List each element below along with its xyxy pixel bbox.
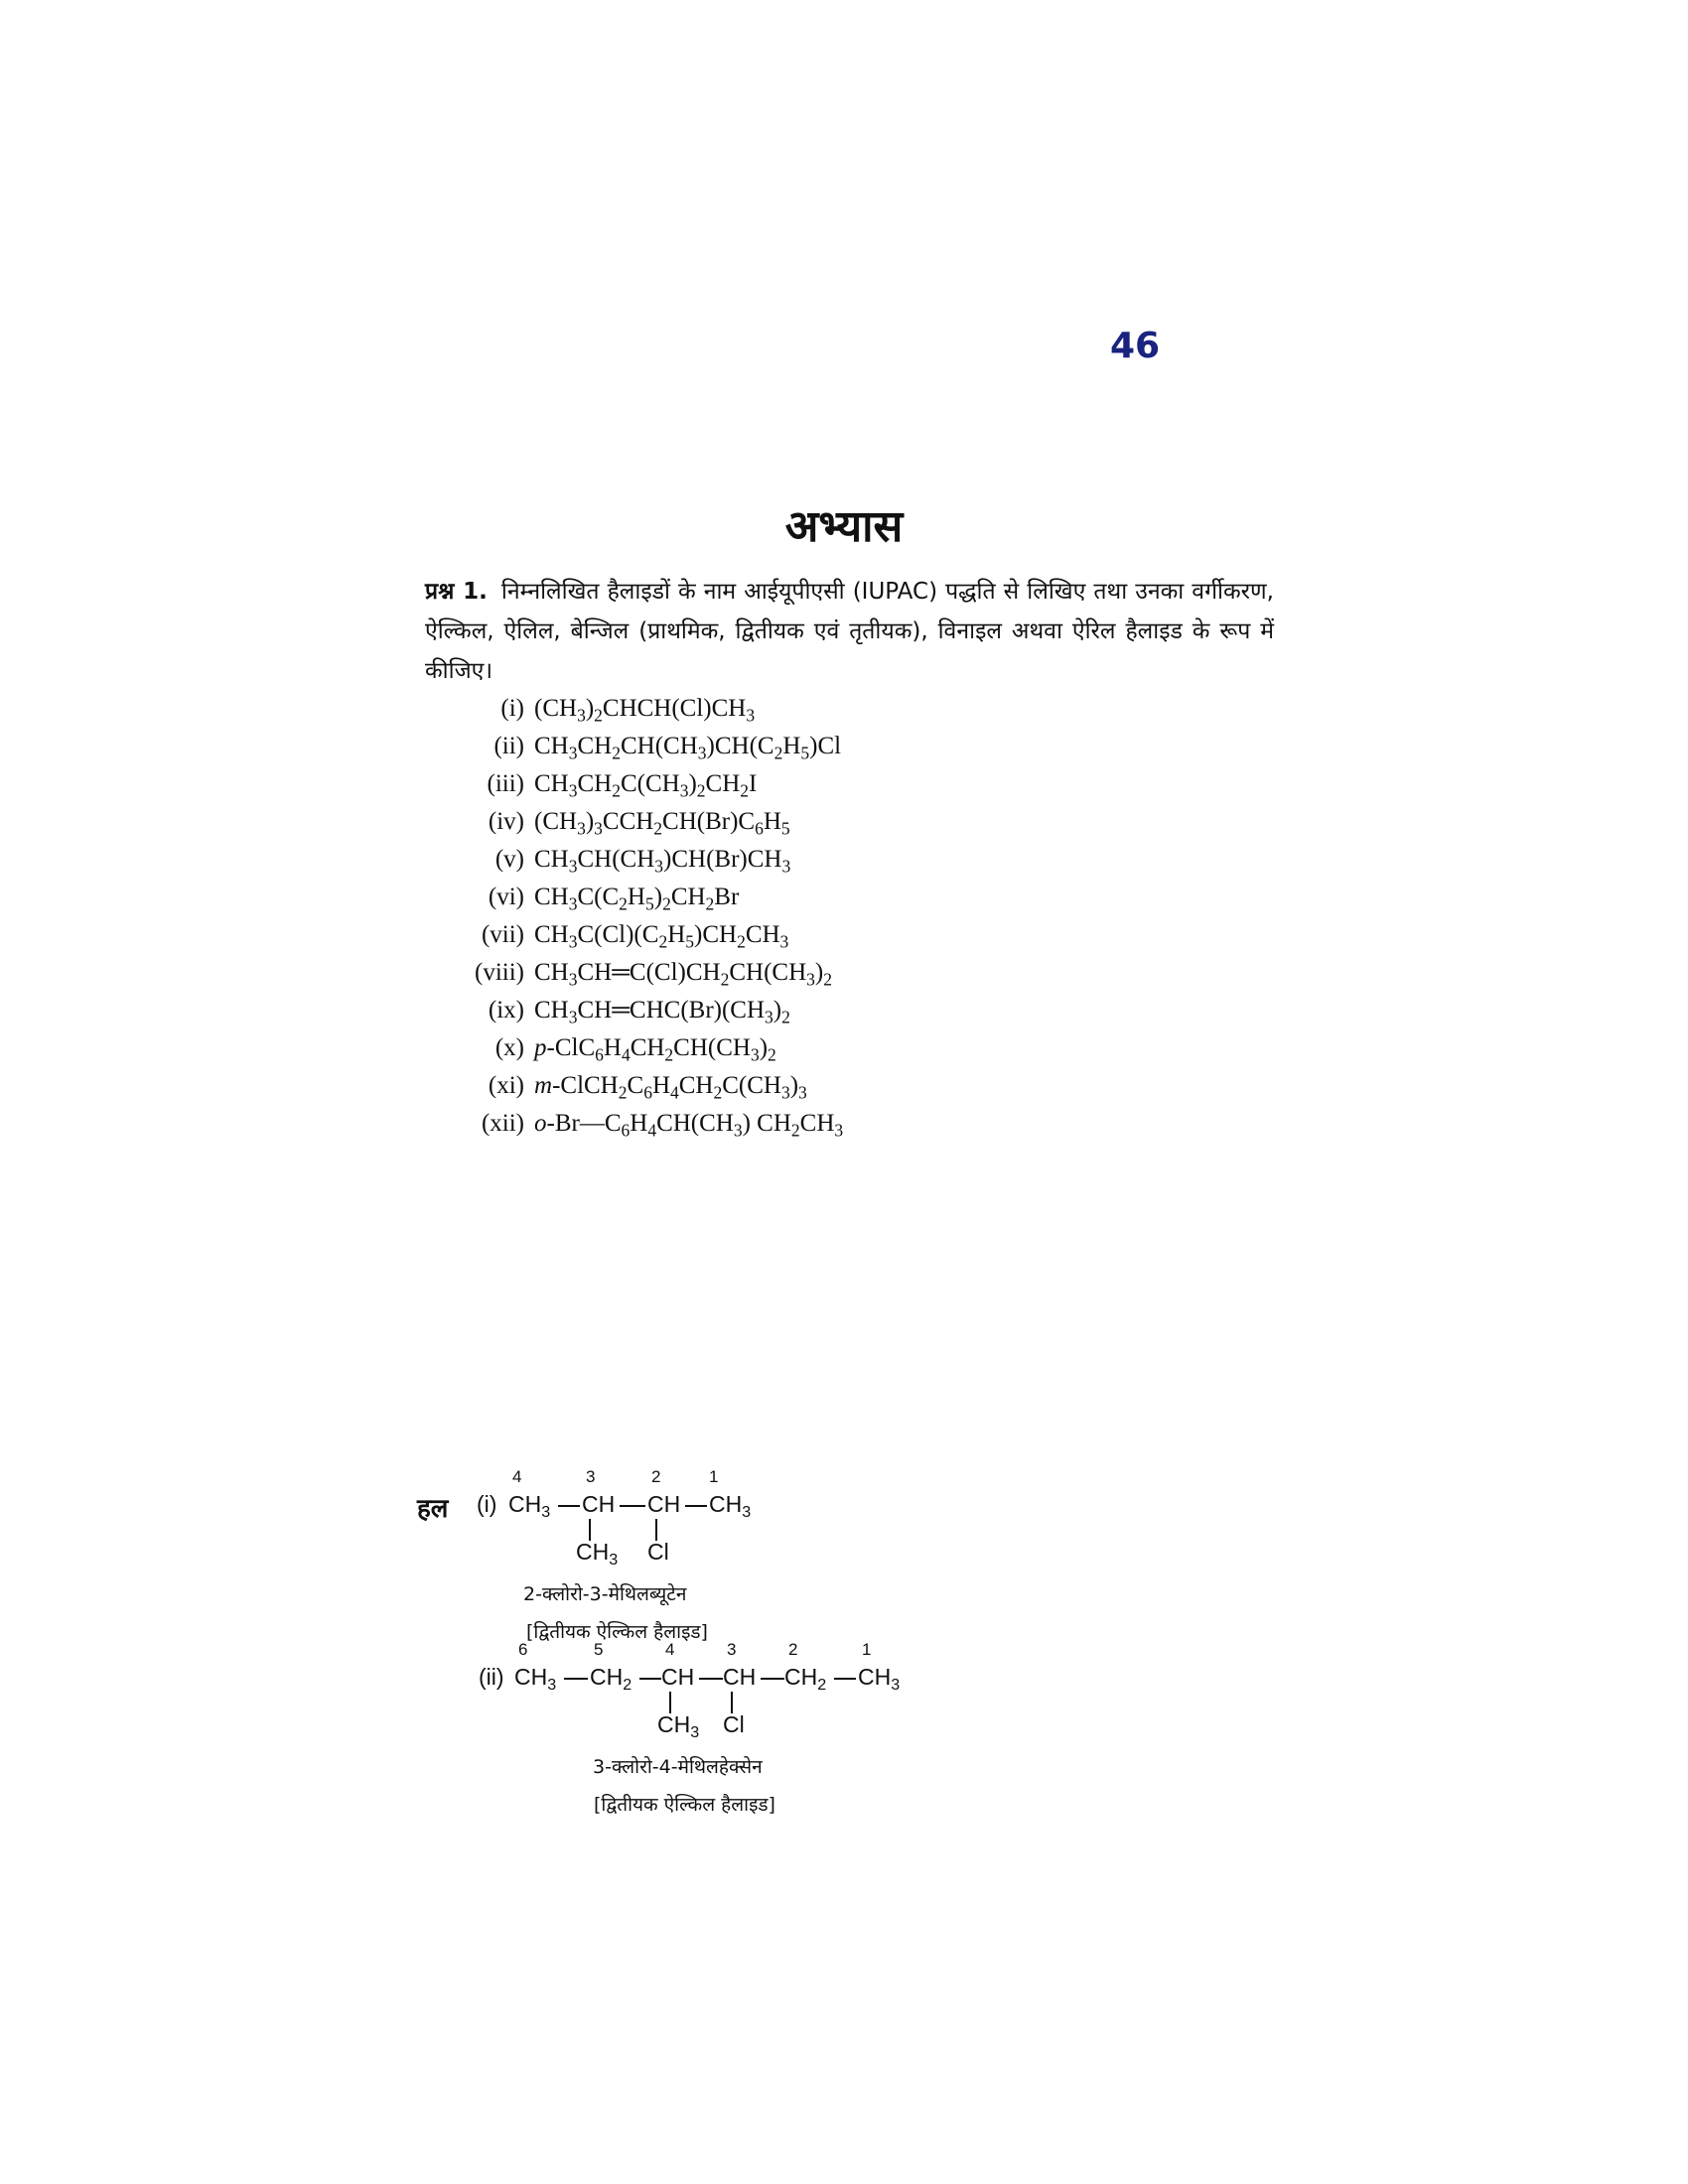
- bond: [685, 1505, 707, 1507]
- formula-item: [437, 846, 1033, 884]
- formula-number: (viii): [475, 959, 524, 986]
- question-text: निम्नलिखित हैलाइडों के नाम आईयूपीएसी (IUPAC) पद्धति से लिखिए तथा उनका वर्गीकरण, ऐल्किल, ऐलिल, बेन्जिल (प्राथमिक, द्वितीयक एवं तृतीयक), विनाइल अथवा ऐरिल हैलाइड के रूप में कीजिए।: [425, 579, 1274, 684]
- formula-text: $(CH_3)_3CCH_2CH(Br)C_6H_5$: [534, 808, 790, 839]
- chain-carbon-4: CH: [661, 1664, 695, 1690]
- formula-number: (vii): [481, 921, 524, 948]
- locant-2: 2: [651, 1467, 661, 1486]
- chain-carbon-4: $CH_3$: [508, 1491, 551, 1521]
- formula-text: $CH_3CH_2C(CH_3)_2CH_2I$: [534, 770, 758, 801]
- chain-carbon-3: CH: [582, 1491, 616, 1517]
- formula-item: [437, 1034, 1033, 1072]
- solution-label: हल: [417, 1494, 449, 1524]
- locant-3: 3: [727, 1640, 737, 1659]
- formula-number: (xii): [481, 1110, 524, 1137]
- locant-4: 4: [512, 1467, 522, 1486]
- formula-item: [437, 1110, 1033, 1148]
- question-label: प्रश्न 1.: [425, 579, 488, 605]
- locant-3: 3: [586, 1467, 596, 1486]
- formula-text: $CH_3C(Cl)(C_2H_5)CH_2CH_3$: [534, 921, 789, 952]
- locant-1: 1: [709, 1467, 719, 1486]
- formula-number: (v): [494, 846, 524, 873]
- page-heading: अभ्यास: [784, 501, 904, 552]
- formula-item: [437, 997, 1033, 1034]
- bond: [589, 1519, 591, 1541]
- formula-item: [437, 1072, 1033, 1110]
- chain-carbon-2: $CH_2$: [784, 1664, 827, 1694]
- bond: [699, 1678, 723, 1680]
- formula-item: [437, 808, 1033, 846]
- formula-text: $CH_3CH═CHC(Br)(CH_3)_2$: [534, 997, 790, 1027]
- formula-text: $(CH_3)_2CHCH(Cl)CH_3$: [534, 695, 756, 726]
- formula-list: [437, 695, 1033, 1148]
- formula-text: $CH_3CH_2CH(CH_3)CH(C_2H_5)Cl$: [534, 733, 842, 763]
- structure-i-number: (i): [477, 1491, 497, 1517]
- formula-text: $m-ClCH_2C_6H_4CH_2C(CH_3)_3$: [534, 1072, 807, 1103]
- chain-carbon-2: CH: [647, 1491, 681, 1517]
- formula-number: (x): [494, 1034, 524, 1061]
- chain-carbon-6: $CH_3$: [514, 1664, 557, 1694]
- bond: [564, 1678, 588, 1680]
- bond: [761, 1678, 784, 1680]
- page-number: 46: [1110, 326, 1161, 366]
- formula-item: [437, 921, 1033, 959]
- formula-number: (ix): [488, 997, 524, 1024]
- locant-5: 5: [594, 1640, 604, 1659]
- bond: [834, 1678, 856, 1680]
- formula-text: $o-Br—C_6H_4CH(CH_3)$ $CH_2CH_3$: [534, 1110, 844, 1141]
- formula-text: $CH_3CH═C(Cl)CH_2CH(CH_3)_2$: [534, 959, 832, 990]
- formula-number: (i): [500, 695, 524, 722]
- formula-item: [437, 733, 1033, 770]
- structure-ii-number: (ii): [479, 1664, 504, 1690]
- compound-name-ii: 3-क्लोरो-4-मेथिलहेक्सेन: [593, 1756, 763, 1778]
- chain-carbon-1: $CH_3$: [858, 1664, 901, 1694]
- formula-text: $CH_3C(C_2H_5)_2CH_2Br$: [534, 884, 740, 914]
- formula-item: [437, 959, 1033, 997]
- bond: [558, 1505, 580, 1507]
- bond: [731, 1692, 733, 1713]
- chain-carbon-1: $CH_3$: [709, 1491, 752, 1521]
- formula-text: $CH_3CH(CH_3)CH(Br)CH_3$: [534, 846, 791, 877]
- formula-number: (iii): [487, 770, 524, 797]
- locant-6: 6: [518, 1640, 528, 1659]
- formula-item: [437, 770, 1033, 808]
- formula-number: (iv): [488, 808, 524, 835]
- structure-i: [477, 1467, 794, 1576]
- formula-number: (vi): [488, 884, 524, 910]
- classification-ii: [द्वितीयक ऐल्किल हैलाइड]: [594, 1794, 775, 1816]
- chain-carbon-5: $CH_2$: [590, 1664, 633, 1694]
- bond: [639, 1678, 661, 1680]
- compound-name-i: 2-क्लोरो-3-मेथिलब्यूटेन: [523, 1583, 687, 1605]
- structure-ii: [479, 1640, 935, 1749]
- bond: [669, 1692, 671, 1713]
- formula-item: [437, 695, 1033, 733]
- locant-1: 1: [862, 1640, 872, 1659]
- chain-carbon-3: CH: [723, 1664, 757, 1690]
- formula-item: [437, 884, 1033, 921]
- substituent-methyl: $CH_3$: [657, 1711, 700, 1741]
- locant-4: 4: [665, 1640, 675, 1659]
- bond: [620, 1505, 645, 1507]
- formula-number: (ii): [493, 733, 524, 759]
- substituent-chloro: Cl: [723, 1711, 745, 1737]
- locant-2: 2: [788, 1640, 798, 1659]
- substituent-methyl: $CH_3$: [576, 1539, 619, 1569]
- formula-text: $p-ClC_6H_4CH_2CH(CH_3)_2$: [534, 1034, 776, 1065]
- substituent-chloro: Cl: [647, 1539, 669, 1565]
- formula-number: (xi): [488, 1072, 524, 1099]
- bond: [655, 1519, 657, 1541]
- question-block: [425, 572, 1274, 691]
- classification-i: [द्वितीयक ऐल्किल हैलाइड]: [526, 1621, 708, 1643]
